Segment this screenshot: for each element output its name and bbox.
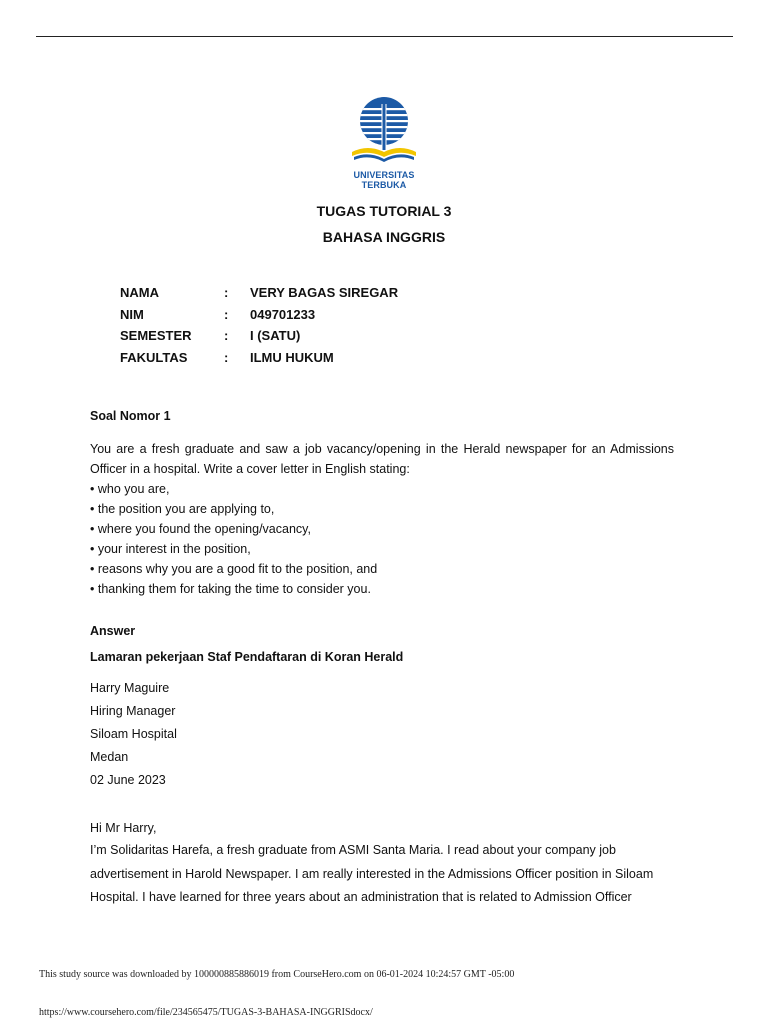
address-line: Siloam Hospital — [90, 727, 177, 741]
letter-greeting: Hi Mr Harry, — [90, 821, 157, 835]
university-logo — [330, 94, 438, 190]
identity-value: ILMU HUKUM — [250, 349, 334, 365]
identity-label: NAMA — [120, 285, 159, 300]
letter-date: 02 June 2023 — [90, 773, 166, 787]
identity-value: I (SATU) — [250, 328, 301, 343]
identity-row-semester — [120, 328, 398, 350]
identity-colon: : — [224, 306, 229, 322]
document-subtitle: BAHASA INGGRIS — [322, 229, 446, 245]
address-line: Medan — [90, 750, 129, 764]
address-line: Harry Maguire — [90, 681, 170, 695]
bullet-item: • reasons why you are a good fit to the position, and — [90, 562, 378, 576]
identity-table — [120, 285, 398, 371]
bullet-item: • who you are, — [90, 482, 170, 496]
answer-title: Answer — [90, 624, 136, 638]
letter-address — [90, 677, 674, 792]
identity-row-fakultas — [120, 350, 398, 372]
bullet-item: • your interest in the position, — [90, 542, 251, 556]
question-bullets — [90, 479, 674, 599]
bullet-item: • where you found the opening/vacancy, — [90, 522, 311, 536]
identity-label: SEMESTER — [120, 328, 192, 343]
identity-colon: : — [224, 328, 229, 343]
source-url[interactable]: https://www.coursehero.com/file/234565475/TUGAS-3-BAHASA-INGGRISdocx/ — [39, 1007, 373, 1018]
download-note: This study source was downloaded by 100000885886019 from CourseHero.com on 06-01-2024 10:24:57 GMT -05:00 — [39, 969, 515, 980]
identity-label: FAKULTAS — [120, 349, 188, 365]
address-line: Hiring Manager — [90, 704, 176, 718]
identity-value: VERY BAGAS SIREGAR — [250, 285, 399, 300]
answer-subtitle: Lamaran pekerjaan Staf Pendaftaran di Koran Herald — [90, 650, 404, 664]
document-title: TUGAS TUTORIAL 3 — [316, 203, 452, 219]
identity-colon: : — [224, 285, 229, 300]
question-text: You are a fresh graduate and saw a job vacancy/opening in the Herald newspaper for an Admissions Officer in a hospital. Write a cover letter in English stating: — [90, 442, 674, 476]
identity-row-nim — [120, 307, 398, 329]
letter-body: I’m Solidaritas Harefa, a fresh graduate from ASMI Santa Maria. I read about your company job advertisement in Harold Newspaper. I am really interested in the Admissions Officer position in Siloam Hospital. I have learned for three years about an administration that is related to Admission Officer — [90, 843, 654, 904]
bullet-item: • the position you are applying to, — [90, 502, 275, 516]
university-emblem-icon — [330, 94, 438, 168]
identity-label: NIM — [120, 306, 144, 322]
bullet-item: • thanking them for taking the time to consider you. — [90, 582, 371, 596]
identity-colon: : — [224, 349, 229, 365]
identity-value: 049701233 — [250, 306, 316, 322]
identity-row-nama — [120, 285, 398, 307]
logo-text: UNIVERSITAS TERBUKA — [353, 170, 415, 190]
top-rule — [36, 36, 733, 37]
question-title: Soal Nomor 1 — [90, 409, 171, 423]
